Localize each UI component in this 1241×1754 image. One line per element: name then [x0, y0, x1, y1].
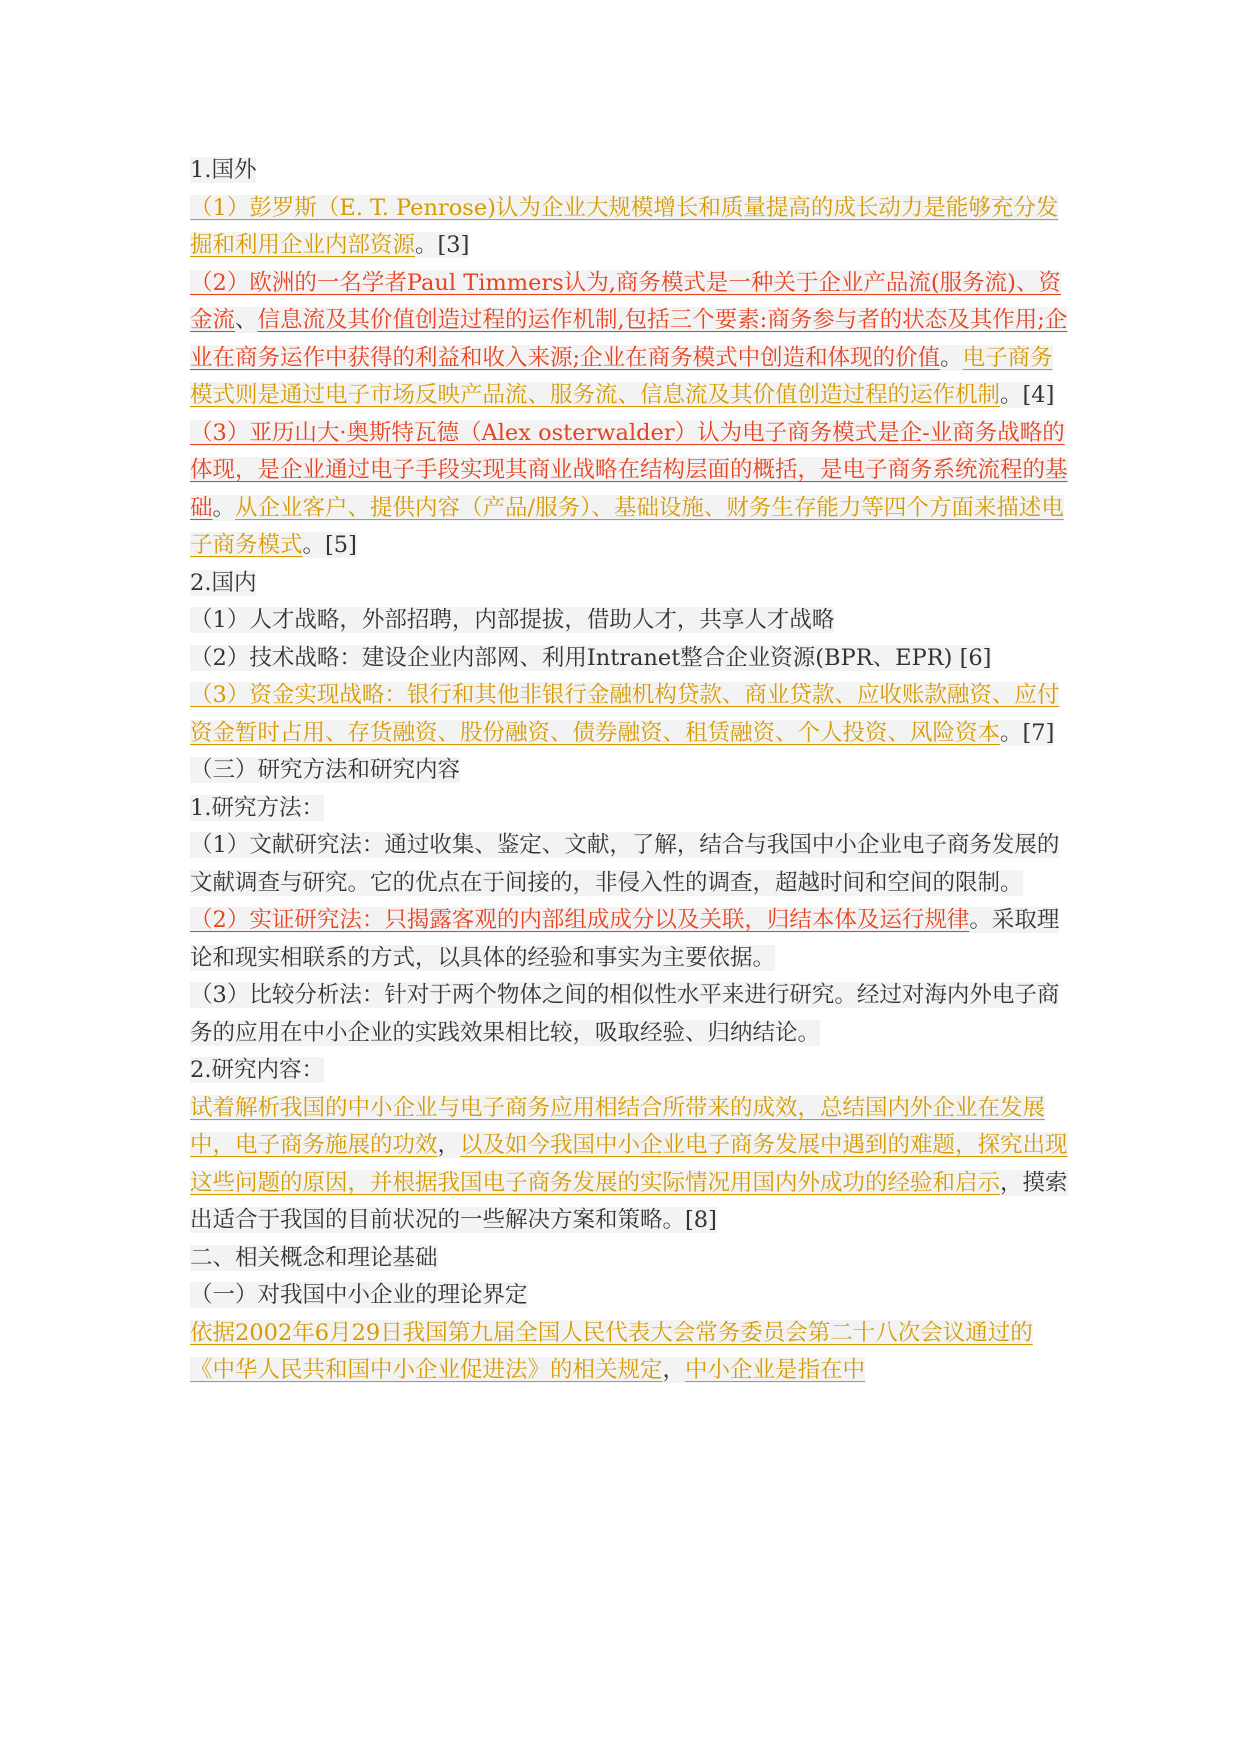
- paragraph-highlight: [190, 420, 1068, 559]
- text-run: 。采取理论和现实相联系的方式，以具体的经验和事实为主要依据。: [190, 907, 1060, 971]
- text-run: ，: [437, 1132, 461, 1158]
- text-run: 。[5]: [302, 532, 357, 558]
- para-domestic-2: [190, 640, 1070, 678]
- paragraph-highlight: [190, 682, 1059, 746]
- text-run: 中小企业是指在中: [685, 1357, 866, 1383]
- text-run: 2.研究内容：: [190, 1057, 324, 1083]
- heading-content: [190, 1052, 1070, 1090]
- para-domestic-1: [190, 602, 1070, 640]
- text-run: （三）研究方法和研究内容: [190, 757, 461, 783]
- heading-concepts: [190, 1240, 1070, 1278]
- text-run: （2）实证研究法：只揭露客观的内部组成成分以及关联，归结本体及运行规律: [190, 907, 970, 933]
- text-run: （1）文献研究法：通过收集、鉴定、文献，了解，结合与我国中小企业电子商务发展的文献调查与研究。它的优点在于间接的，非侵入性的调查，超越时间和空间的限制。: [190, 832, 1060, 896]
- text-run: 。: [212, 494, 236, 521]
- paragraph-highlight: [190, 982, 1059, 1046]
- text-run: 。[3]: [415, 232, 470, 258]
- paragraph-highlight: [190, 195, 1058, 259]
- text-run: （2）技术战略：建设企业内部网、利用Intranet整合企业资源(BPR、EPR) [6]: [190, 644, 992, 671]
- text-run: 试着解析我国的中小企业与电子商务应用相结合所带来的成效，总结国内外企业在发展中，电子商务施展的功效: [190, 1094, 1046, 1158]
- para-domestic-3: [190, 677, 1070, 752]
- para-content: [190, 1090, 1070, 1240]
- paragraph-highlight: [190, 607, 834, 633]
- text-run: 。: [940, 344, 963, 371]
- paragraph-highlight: [190, 1245, 438, 1271]
- text-run: 1.研究方法：: [190, 794, 324, 821]
- text-run: 二、相关概念和理论基础: [190, 1244, 438, 1271]
- paragraph-highlight: [190, 832, 1059, 896]
- text-run: 从企业客户、提供内容（产品/服务）、基础设施、财务生存能力等四个方面来描述电子商务模式: [190, 494, 1064, 558]
- text-run: 1.国外: [190, 157, 257, 183]
- text-run: （3）亚历山大·奥斯特瓦德（Alex osterwalder）认为电子商务模式是企-业商务战略的体现，是企业通过电子手段实现其商业战略在结构层面的概括，是电子商务系统流程的基础: [190, 419, 1068, 521]
- text-run: （一）对我国中小企业的理论界定: [190, 1282, 528, 1308]
- paragraph-highlight: [190, 1095, 1068, 1234]
- text-run: 、: [235, 307, 258, 333]
- text-run: 以及如今我国中小企业电子商务发展中遇到的难题，探究出现这些问题的原因，并根据我国电子商务发展的实际情况用国内外成功的经验和启示: [190, 1132, 1068, 1196]
- text-run: 2.国内: [190, 569, 257, 596]
- paragraph-highlight: [190, 570, 256, 596]
- para-sme-law: [190, 1315, 1070, 1390]
- text-run: 信息流及其价值创造过程的运作机制,包括三个要素:商务参与者的状态及其作用;企业在商务运作中获得的利益和收入来源;企业在商务模式中创造和体现的价值: [190, 307, 1068, 371]
- text-run: 。[4]: [1000, 382, 1055, 408]
- para-foreign-1: [190, 190, 1070, 265]
- text-run: ，摸索出适合于我国的目前状况的一些解决方案和策略。[8]: [190, 1169, 1068, 1233]
- text-run: （1）彭罗斯（E. T. Penrose)认为企业大规模增长和质量提高的成长动力是能够充分发掘和利用企业内部资源: [190, 194, 1059, 258]
- paragraph-highlight: [190, 907, 1059, 971]
- text-run: （1）人才战略，外部招聘，内部提拔，借助人才，共享人才战略: [190, 607, 835, 633]
- paragraph-highlight: [190, 157, 256, 183]
- heading-sme-definition: [190, 1277, 1070, 1315]
- heading-domestic: [190, 565, 1070, 603]
- paragraph-highlight: [190, 645, 991, 671]
- paragraph-highlight: [190, 1282, 528, 1308]
- para-method-3: [190, 977, 1070, 1052]
- text-run: ，: [662, 1357, 686, 1383]
- heading-research: [190, 752, 1070, 790]
- text-run: 。[7]: [1000, 719, 1055, 746]
- document-body: [190, 152, 1070, 1390]
- para-method-1: [190, 827, 1070, 902]
- para-foreign-2: [190, 265, 1070, 415]
- text-run: （2）欧洲的一名学者Paul Timmers认为,商务模式是一种关于企业产品流(服务流)、资金流: [190, 269, 1061, 333]
- paragraph-highlight: [190, 1057, 324, 1083]
- text-run: （3）资金实现战略：银行和其他非银行金融机构贷款、商业贷款、应收账款融资、应付资金暂时占用、存货融资、股份融资、债券融资、租赁融资、个人投资、风险资本: [190, 682, 1060, 746]
- para-foreign-3: [190, 415, 1070, 565]
- paragraph-highlight: [190, 1320, 1033, 1384]
- text-run: 依据2002年6月29日我国第九届全国人民代表大会常务委员会第二十八次会议通过的《中华人民共和国中小企业促进法》的相关规定: [190, 1319, 1033, 1383]
- heading-foreign: [190, 152, 1070, 190]
- paragraph-highlight: [190, 757, 460, 783]
- text-run: 电子商务模式则是通过电子市场反映产品流、服务流、信息流及其价值创造过程的运作机制: [190, 344, 1053, 408]
- text-run: （3）比较分析法：针对于两个物体之间的相似性水平来进行研究。经过对海内外电子商务的应用在中小企业的实践效果相比较，吸取经验、归纳结论。: [190, 982, 1060, 1046]
- paragraph-highlight: [190, 270, 1067, 409]
- heading-methods: [190, 790, 1070, 828]
- paragraph-highlight: [190, 795, 324, 821]
- para-method-2: [190, 902, 1070, 977]
